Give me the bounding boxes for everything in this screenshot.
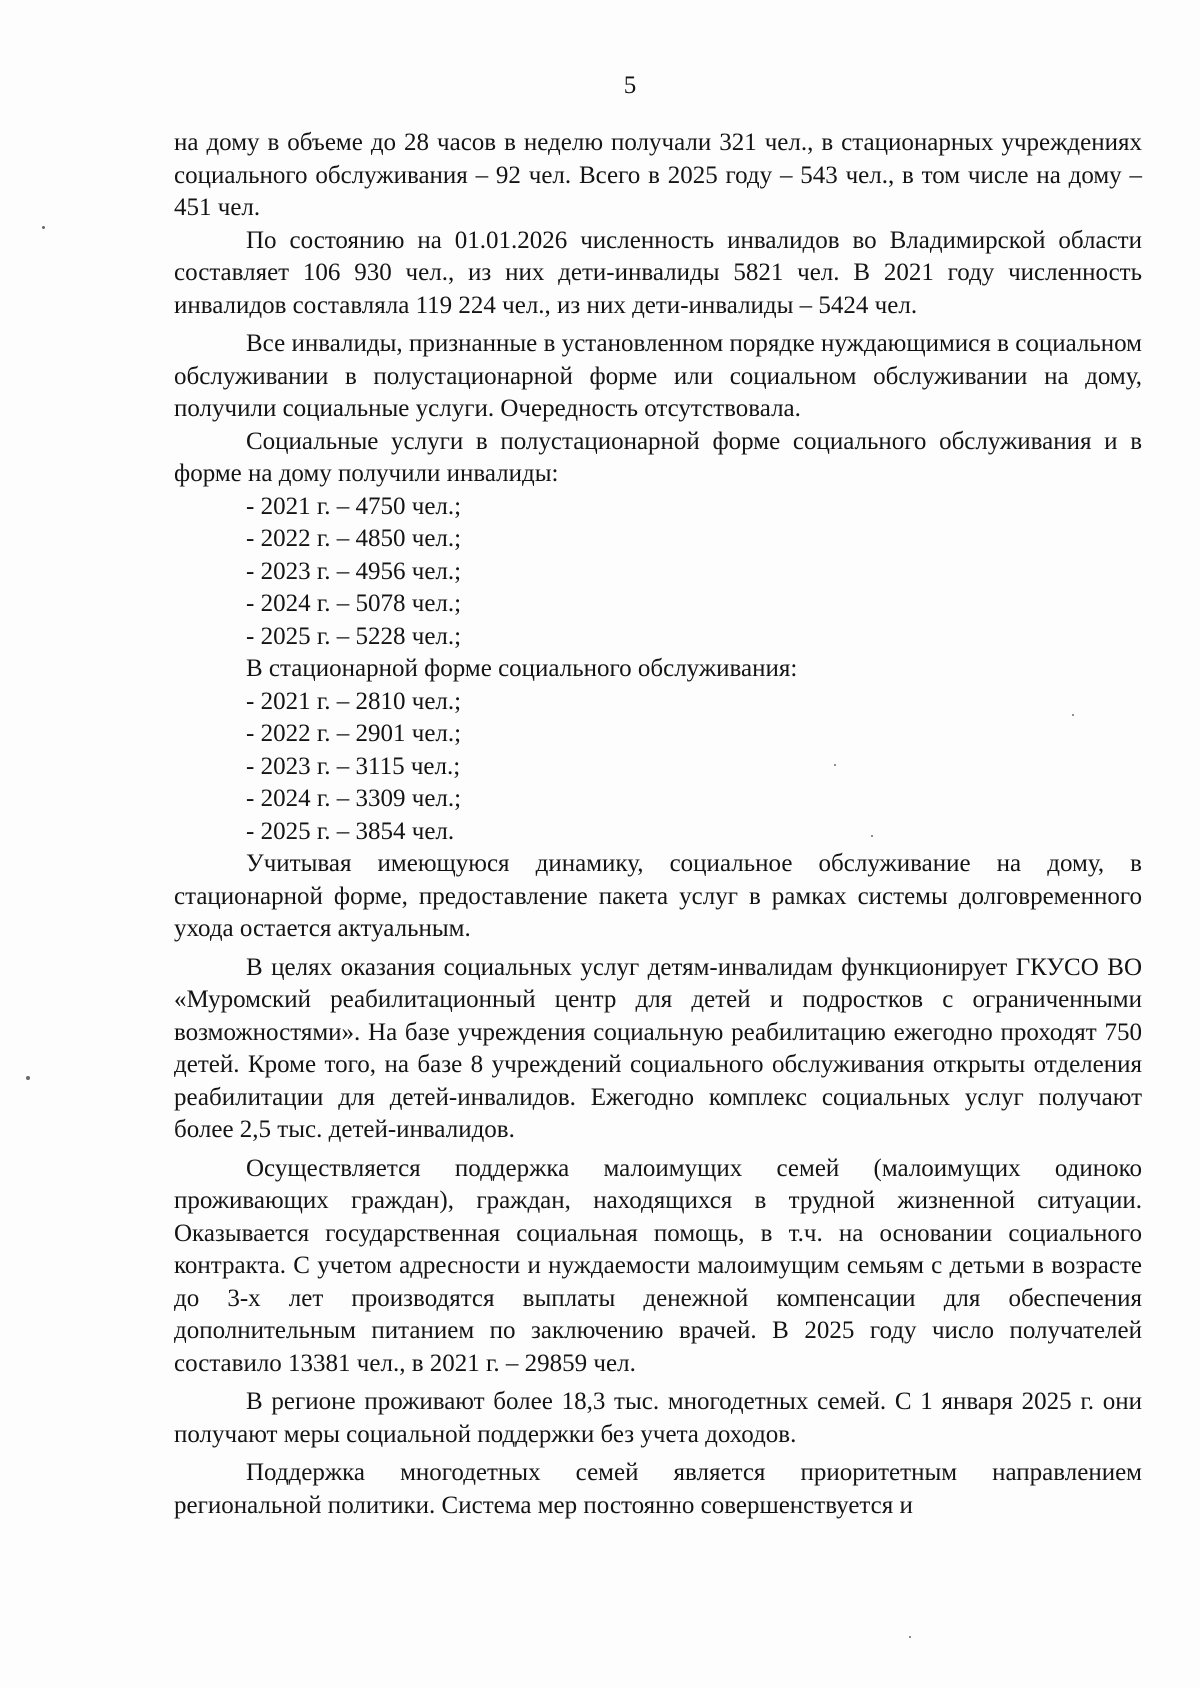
list-item: - 2022 г. – 4850 чел.; [246, 525, 462, 552]
list-item: - 2021 г. – 4750 чел.; [246, 492, 462, 520]
list-item: - 2023 г. – 3115 чел.; [246, 752, 461, 780]
paragraph-large-families: В регионе проживают более 18,3 тыс. многодетных семей. С 1 января 2025 г. они получают меры социальной поддержки без учета доходов. [174, 1388, 1142, 1448]
paragraph-dynamics: Учитывая имеющуюся динамику, социальное обслуживание на дому, в стационарной форме, предоставление пакета услуг в рамках системы долговременного ухода остается актуальным. [174, 850, 1142, 942]
scan-speck [909, 1636, 911, 1638]
document-body [174, 127, 1142, 1522]
stationary-year-list [174, 686, 1142, 849]
list-item: - 2024 г. – 5078 чел.; [246, 590, 462, 617]
paragraph-large-families-policy: Поддержка многодетных семей является приоритетным направлением региональной политики. Система мер постоянно совершенствуется и [174, 1459, 1142, 1519]
scan-speck [871, 835, 873, 837]
paragraph-children-rehab: В целях оказания социальных услуг детям-инвалидам функционирует ГКУСО ВО «Муромский реабилитационный центр для детей и подростков с ограниченными возможностями». На базе учреждения социальную реабилитацию ежегодно проходят 750 детей. Кроме того, на базе 8 учреждений социального обслуживания открыты отделения реабилитации для детей-инвалидов. Ежегодно комплекс социальных услуг получают более 2,5 тыс. детей-инвалидов. [174, 953, 1142, 1143]
paragraph-disabled-count: По состоянию на 01.01.2026 численность инвалидов во Владимирской области составляет 106 930 чел., из них дети-инвалиды 5821 чел. В 2021 году численность инвалидов составляла 119 224 чел., из них дети-инвалиды – 5424 чел. [174, 226, 1142, 319]
list-item: - 2024 г. – 3309 чел.; [246, 785, 462, 812]
stationary-list-title: В стационарной форме социального обслуживания: [246, 655, 798, 682]
scan-speck [834, 764, 836, 766]
scan-speck [1072, 714, 1074, 716]
list-item: - 2023 г. – 4956 чел.; [246, 557, 462, 585]
list-item: - 2021 г. – 2810 чел.; [246, 687, 462, 715]
paragraph-all-disabled-served: Все инвалиды, признанные в установленном порядке нуждающимися в социальном обслуживании в полустационарной форме или социальном обслуживании на дому, получили социальные услуги. Очередность отсутствовала. [174, 330, 1142, 422]
paragraph-low-income-support: Осуществляется поддержка малоимущих семей (малоимущих одиноко проживающих граждан), граждан, находящихся в трудной жизненной ситуации. Оказывается государственная социальная помощь, в т.ч. на основании социального контракта. С учетом адресности и нуждаемости малоимущим семьям с детьми в возрасте до 3-х лет производятся выплаты денежной компенсации для обеспечения дополнительным питанием по заключению врачей. В 2025 году число получателей составило 13381 чел., в 2021 г. – 29859 чел. [174, 1154, 1142, 1377]
paragraph-semistationary-intro: Социальные услуги в полустационарной форме социального обслуживания и в форме на дому получили инвалиды: [174, 427, 1142, 487]
semistationary-year-list [174, 491, 1142, 654]
list-item: - 2025 г. – 5228 чел.; [246, 622, 462, 650]
list-item: - 2022 г. – 2901 чел.; [246, 720, 462, 747]
scan-speck [26, 1076, 30, 1080]
list-item: - 2025 г. – 3854 чел. [246, 817, 455, 845]
page-number: 5 [623, 72, 637, 99]
paragraph-home-service: на дому в объеме до 28 часов в неделю получали 321 чел., в стационарных учреждениях социального обслуживания – 92 чел. Всего в 2025 году – 543 чел., в том числе на дому – 451 чел. [174, 129, 1142, 221]
scan-speck [42, 226, 45, 229]
